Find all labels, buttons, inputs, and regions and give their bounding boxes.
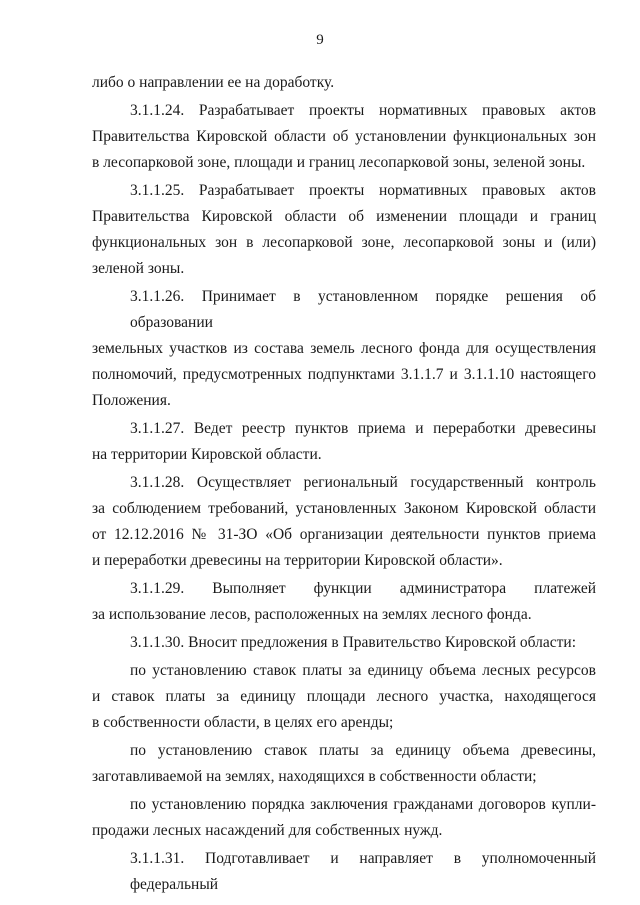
text-line: 3.1.1.26. Принимает в установленном порядке решения об образовании [130,288,596,331]
text-line: заготавливаемой на землях, находящихся в собственности области; [92,768,537,785]
text-line: 3.1.1.25. Разрабатывает проекты нормативных правовых актов [130,182,596,199]
text-line: в лесопарковой зоне, площади и границ лесопарковой зоны, зеленой зоны. [92,154,586,171]
text-line: 3.1.1.27. Ведет реестр пунктов приема и переработки древесины [130,420,596,437]
text-line: по установлению ставок платы за единицу объема лесных ресурсов [130,662,596,679]
text-line: полномочий, предусмотренных подпунктами 3.1.1.7 и 3.1.1.10 настоящего [92,366,596,383]
text-line: от 12.12.2016 № 31-ЗО «Об организации деятельности пунктов приема [92,526,596,543]
text-line: 3.1.1.28. Осуществляет региональный государственный контроль [130,474,596,491]
text-line: либо о направлении ее на доработку. [92,74,335,91]
text-line: Правительства Кировской области об изменении площади и границ [92,208,596,225]
text-line: функциональных зон в лесопарковой зоне, лесопарковой зоны и (или) [92,234,596,251]
page-number: 9 [316,32,324,48]
text-line: 3.1.1.31. Подготавливает и направляет в уполномоченный федеральный [130,850,596,893]
text-line: зеленой зоны. [92,260,185,277]
text-line: в собственности области, в целях его аренды; [92,714,394,731]
text-line: 3.1.1.30. Вносит предложения в Правительство Кировской области: [130,634,577,651]
text-line: и переработки древесины на территории Кировской области». [92,552,503,569]
text-line: 3.1.1.29. Выполняет функции администратора платежей [130,580,596,597]
text-line: Положения. [92,392,171,409]
text-line: Правительства Кировской области об установлении функциональных зон [92,128,596,145]
text-line: и ставок платы за единицу площади лесного участка, находящегося [92,688,596,705]
text-line: продажи лесных насаждений для собственных нужд. [92,822,443,839]
text-line: по установлению порядка заключения гражданами договоров купли- [130,796,596,813]
document-body [92,70,596,898]
text-line: на территории Кировской области. [92,446,322,463]
text-line: по установлению ставок платы за единицу объема древесины, [130,742,596,759]
text-line: за соблюдением требований, установленных Законом Кировской области [92,500,596,517]
text-line: за использование лесов, расположенных на землях лесного фонда. [92,606,532,623]
text-line: земельных участков из состава земель лесного фонда для осуществления [92,340,596,357]
text-line: 3.1.1.24. Разрабатывает проекты нормативных правовых актов [130,102,596,119]
